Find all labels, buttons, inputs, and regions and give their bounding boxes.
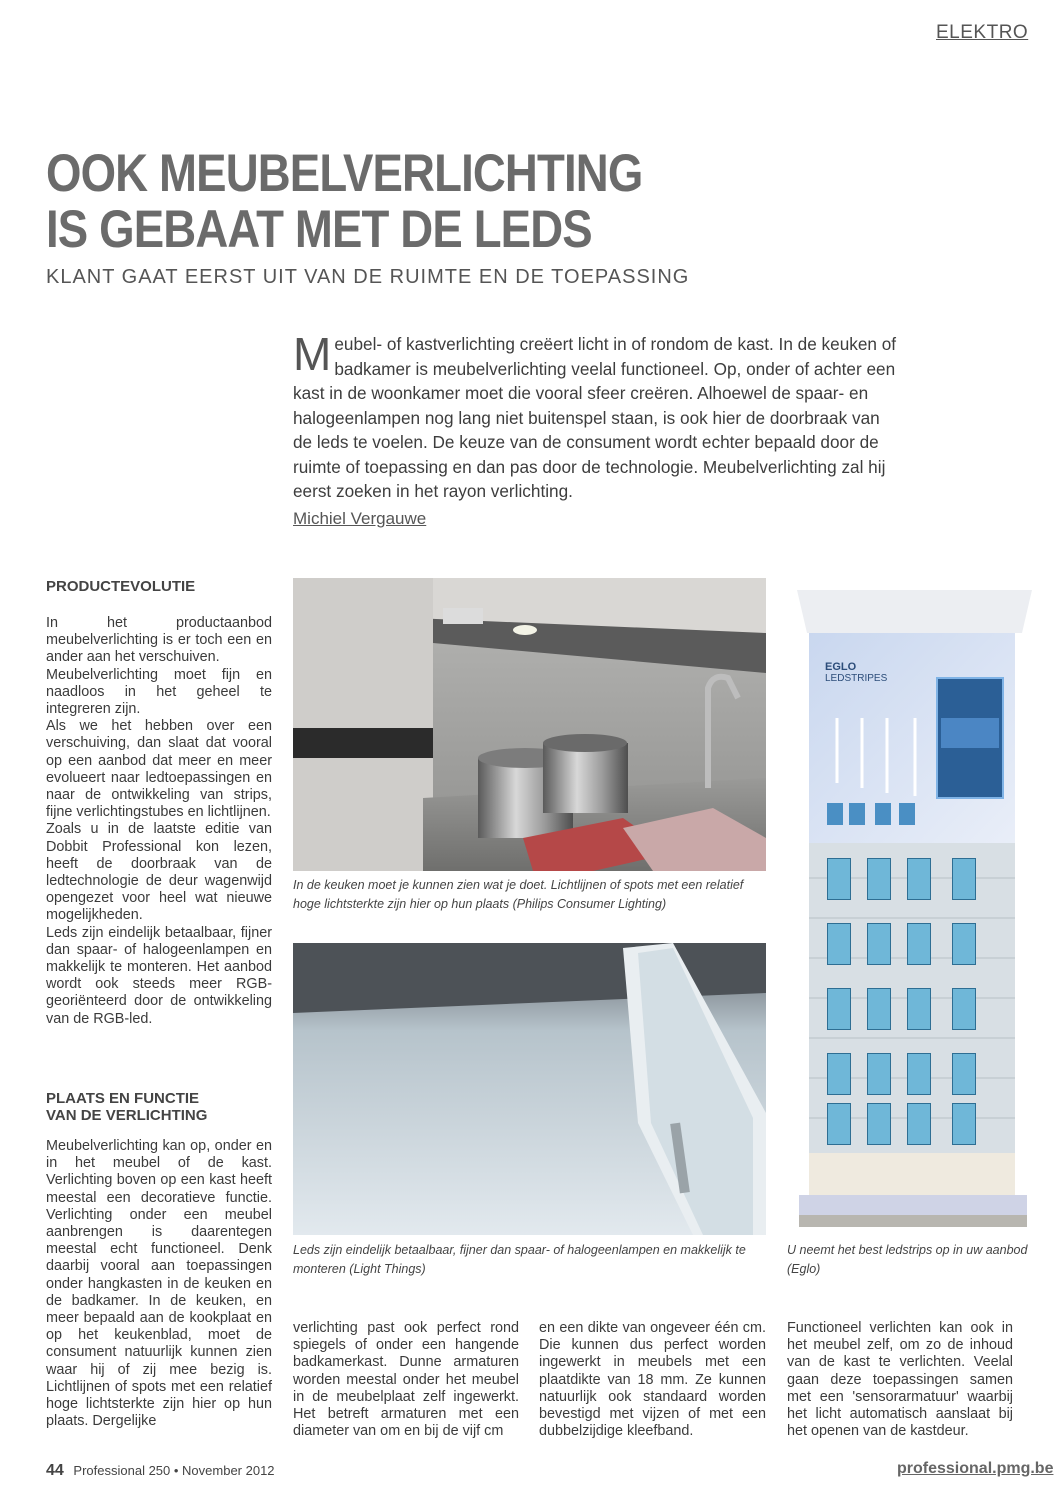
article-subtitle: KLANT GAAT EERST UIT VAN DE RUIMTE EN DE TOEPASSING: [46, 266, 690, 288]
display-caption: U neemt het best ledstrips op in uw aanbod (Eglo): [787, 1243, 1028, 1276]
product-card: [827, 923, 851, 965]
cabinet-illustration: [293, 943, 766, 1235]
product-card: [827, 1053, 851, 1095]
product-card: [827, 988, 851, 1030]
product-card: [867, 923, 891, 965]
product-card: [827, 858, 851, 900]
page-number: 44: [46, 1462, 64, 1479]
column-3: en een dikte van ongeveer één cm. Die kunnen dus perfect worden ingewerkt in meubels met een plaatdikte van 18 mm. Ze kunnen natuurlijk ook standaard worden bevestigd met vijzen of met een dubbelzijdige kleefband.: [539, 1320, 766, 1440]
product-card: [827, 1103, 851, 1145]
product-card: [907, 923, 931, 965]
paragraph: Zoals u in de laatste editie van Dobbit Professional kon lezen, heeft de doorbraak van de ledtechnologie de deur wagenwijd opengezet voor heel wat nieuwe mogelijkheden.: [46, 821, 272, 924]
author-byline[interactable]: Michiel Vergauwe: [293, 509, 427, 528]
heading-line: VAN DE VERLICHTING: [46, 1107, 208, 1124]
column-1: [46, 578, 272, 1028]
lead-text: eubel- of kastverlichting creëert licht in of rondom de kast. In de keuken of badkamer is meubelverlichting veelal functioneel. Op, onder of achter een kast in de woonkamer moet die vooral sfeer creëren. Alhoewel de spaar- en halogeenlampen nog lang niet buitenspel staan, is ook hier de doorbraak van de leds te voelen. De keuze van de consument wordt echter bepaald door de ruimte of toepassing en dan pas door de technologie. Meubelverlichting zal hij eerst zoeken in het rayon verlichting.: [293, 334, 897, 501]
title-line-1: OOK MEUBELVERLICHTING: [46, 144, 643, 203]
product-card: [907, 1103, 931, 1145]
product-card: [952, 1103, 976, 1145]
paragraph: Als we het hebben over een verschuiving, dan slaat dat vooral op een aanbod dat meer en meer evolueert naar ledtoepassingen en naar de ontwikkeling van strips, fijne verlichtingstubes en lichtlijnen.: [46, 718, 272, 821]
cabinet-caption: Leds zijn eindelijk betaalbaar, fijner dan spaar- of halogeenlampen en makkelijk te monteren (Light Things): [293, 1243, 746, 1276]
product-card: [952, 858, 976, 900]
product-card: [952, 1053, 976, 1095]
website-link[interactable]: professional.pmg.be: [897, 1460, 1054, 1477]
product-card: [952, 988, 976, 1030]
column-1b: [46, 1090, 272, 1430]
column-4: Functioneel verlichten kan ook in het meubel zelf, om zo de inhoud van de kast te verlichten. Veelal gaan deze toepassingen samen met een 'sensorarmatuur' waarbij het licht automatisch aanslaat bij het openen van de kastdeur.: [787, 1320, 1013, 1440]
paragraph: In het productaanbod meubelverlichting is er toch een en ander aan het verschuiven.: [46, 615, 272, 666]
product-card: [867, 1053, 891, 1095]
paragraph: Leds zijn eindelijk betaalbaar, fijner dan spaar- of halogeenlampen en makkelijk te monteren. Het aanbod wordt ook steeds meer RGB-georiënteerd door de ontwikkeling van de RGB-led.: [46, 924, 272, 1027]
cabinet-photo: [293, 943, 766, 1235]
product-card: [907, 988, 931, 1030]
product-card: [907, 858, 931, 900]
product-card: [907, 1053, 931, 1095]
productevolutie-body: [46, 615, 272, 1028]
paragraph: Meubelverlichting moet fijn en naadloos in het geheel te integreren zijn.: [46, 666, 272, 718]
product-card: [952, 923, 976, 965]
product-card: [867, 1103, 891, 1145]
product-card: [867, 988, 891, 1030]
heading-plaats-en-functie: [46, 1090, 272, 1124]
article-lead: [293, 328, 899, 504]
product-card: [867, 858, 891, 900]
eglo-brand: EGLO: [825, 661, 857, 673]
kitchen-photo: [293, 578, 766, 871]
title-line-2: IS GEBAAT MET DE LEDS: [46, 200, 592, 259]
issue-info: Professional 250 • November 2012: [73, 1463, 275, 1478]
heading-line: PLAATS EN FUNCTIE: [46, 1090, 200, 1107]
article-title: [46, 146, 642, 258]
kitchen-illustration: [293, 578, 766, 871]
ledstripes-label: LEDSTRIPES: [825, 673, 888, 684]
heading-productevolutie: PRODUCTEVOLUTIE: [46, 578, 196, 595]
plaats-body: Meubelverlichting kan op, onder en in het meubel of de kast. Verlichting boven op een kast heeft meestal een decoratieve functie. Verlichting onder een meubel aanbrengen is daarentegen meestal echt functioneel. Denk daarbij vooral aan toepassingen onder hangkasten in de keuken en de badkamer. In de keuken, en meer bepaald aan de kookplaat en op het keukenblad, moet de consument natuurlijk kunnen zien waar hij of zij mee bezig is. Lichtlijnen of spots met een relatief hoge lichtsterkte zijn hier op hun plaats. Dergelijke: [46, 1138, 272, 1430]
column-2: verlichting past ook perfect rond spiegels of onder een hangende badkamerkast. Dunne armaturen worden meestal onder het meubel in de meubelplaat zelf ingewerkt. Het betreft armaturen met een diameter van om en bij de vijf cm: [293, 1320, 519, 1440]
section-tag: ELEKTRO: [936, 22, 1029, 43]
kitchen-caption: In de keuken moet je kunnen zien wat je doet. Lichtlijnen of spots met een relatief hoge lichtsterkte zijn hier op hun plaats (Philips Consumer Lighting): [293, 878, 744, 911]
drop-cap: M: [293, 328, 332, 380]
display-photo: [787, 578, 1039, 1235]
page-footer: [46, 1462, 275, 1480]
